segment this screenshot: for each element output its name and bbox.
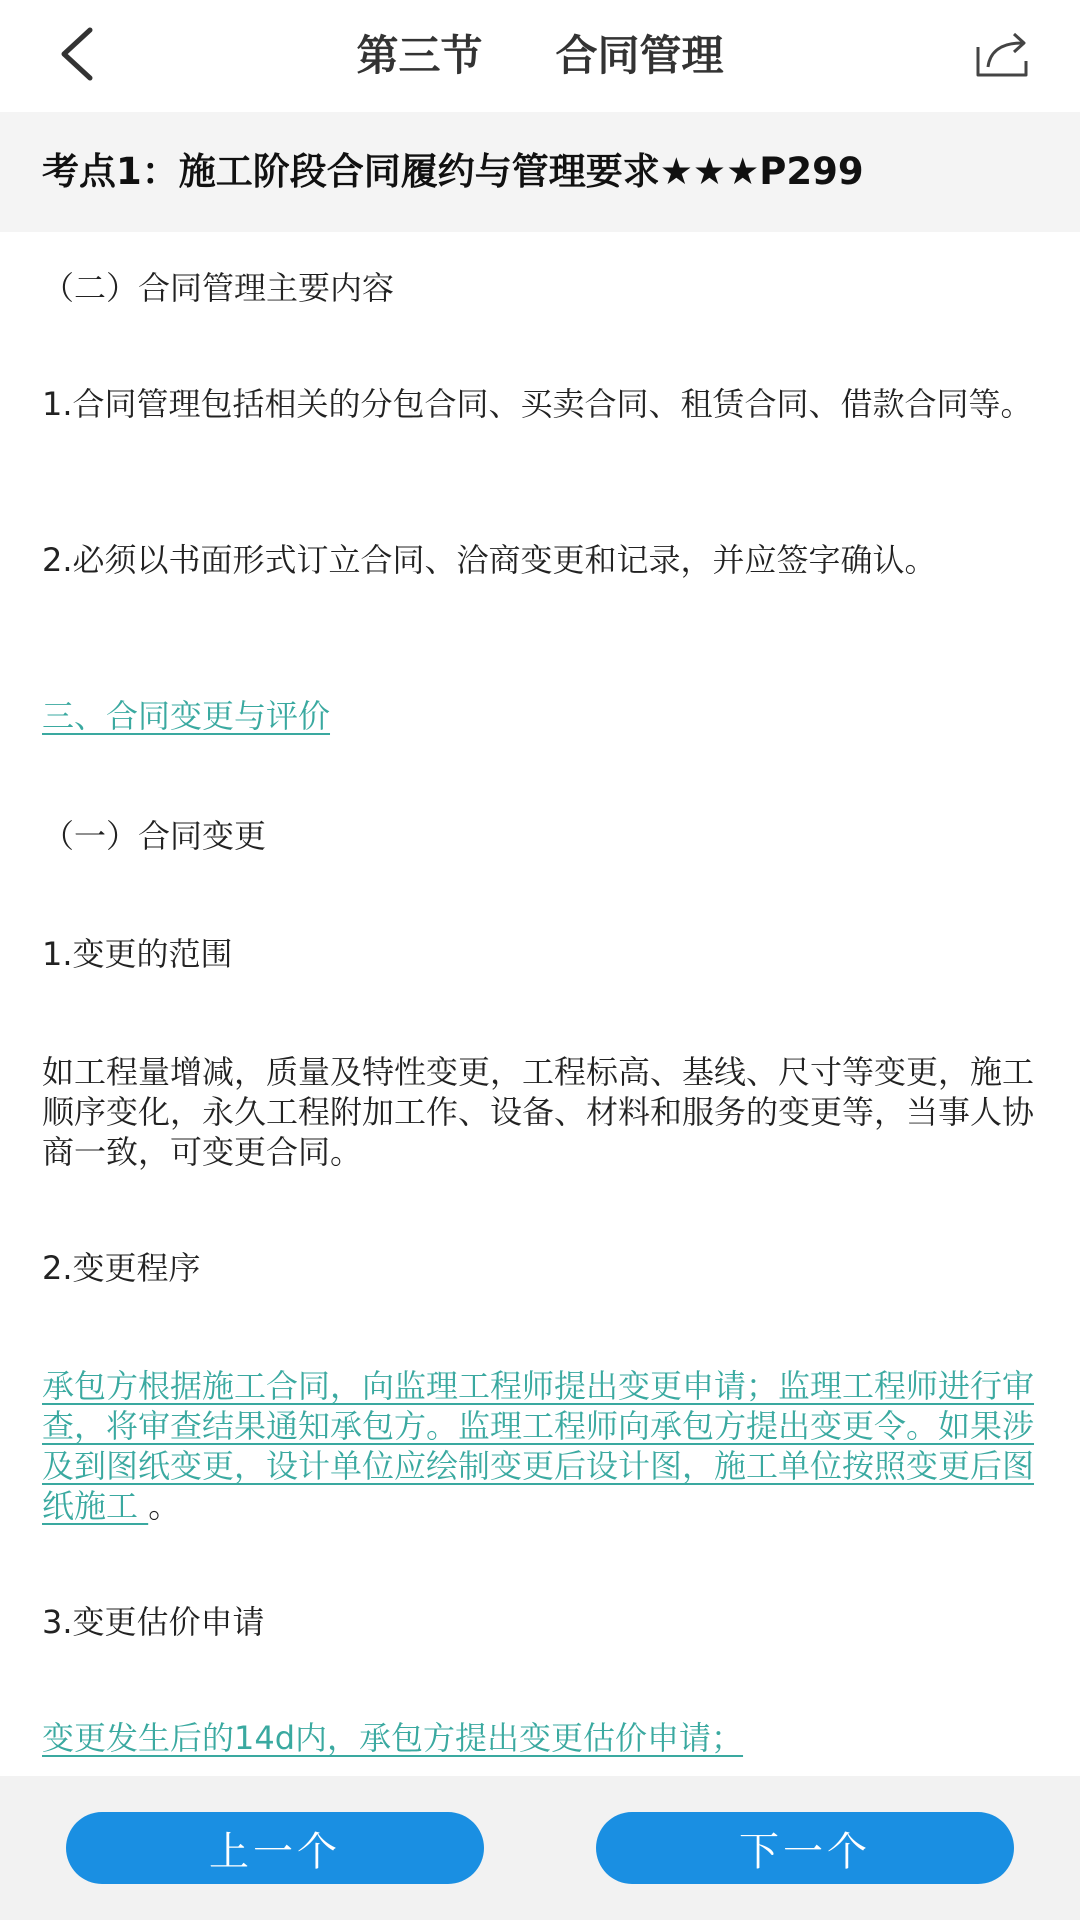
link-paragraph xyxy=(42,1366,1038,1526)
link-paragraph xyxy=(42,1718,1038,1758)
change-procedure-link[interactable]: 承包方根据施工合同，向监理工程师提出变更申请；监理工程师进行审查，将审查结果通知承包方。监理工程师向承包方提出变更令。如果涉及到图纸变更，设计单位应绘制变更后设计图，施工单位按照变更后图纸施工 xyxy=(42,1367,1035,1525)
article-content[interactable] xyxy=(0,232,1080,1776)
next-button[interactable]: 下一个 xyxy=(596,1812,1014,1884)
paragraph: 3.变更估价申请 xyxy=(42,1603,265,1641)
paragraph: 2.必须以书面形式订立合同、洽商变更和记录，并应签字确认。 xyxy=(42,541,937,579)
section-title: 考点1：施工阶段合同履约与管理要求★★★P299 xyxy=(42,150,864,193)
change-valuation-link[interactable]: 变更发生后的14d内，承包方提出变更估价申请； xyxy=(42,1719,744,1757)
section-header xyxy=(0,112,1080,232)
previous-button[interactable]: 上一个 xyxy=(66,1812,484,1884)
share-button[interactable] xyxy=(968,20,1040,92)
page-title: 第三节 合同管理 xyxy=(356,31,724,80)
chevron-left-icon xyxy=(56,26,96,86)
bottom-bar xyxy=(0,1776,1080,1920)
paragraph: （二）合同管理主要内容 xyxy=(42,269,395,307)
paragraph: 1.合同管理包括相关的分包合同、买卖合同、租赁合同、借款合同等。 xyxy=(42,385,1033,423)
paragraph: 1.变更的范围 xyxy=(42,935,233,973)
paragraph: 如工程量增减，质量及特性变更，工程标高、基线、尺寸等变更，施工顺序变化，永久工程附加工作、设备、材料和服务的变更等，当事人协商一致，可变更合同。 xyxy=(42,1053,1035,1171)
top-bar xyxy=(0,0,1080,112)
back-button[interactable] xyxy=(40,20,112,92)
heading-link-paragraph xyxy=(42,696,1038,736)
share-icon xyxy=(974,29,1034,83)
paragraph: （一）合同变更 xyxy=(42,817,267,855)
contract-change-link[interactable]: 三、合同变更与评价 xyxy=(42,697,331,735)
paragraph-end: 。 xyxy=(148,1487,181,1525)
paragraph: 2.变更程序 xyxy=(42,1249,201,1287)
